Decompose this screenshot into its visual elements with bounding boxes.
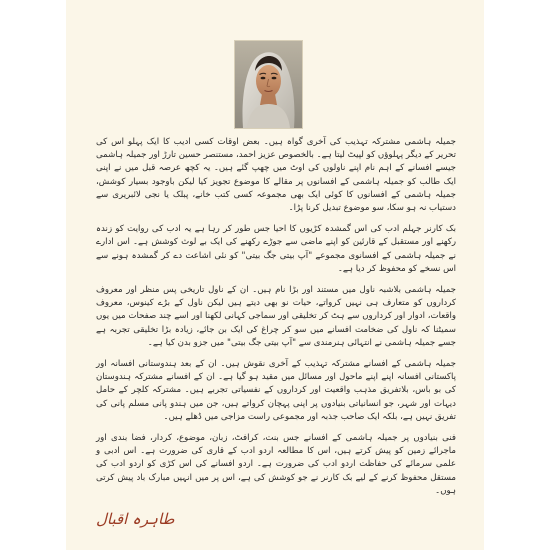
author-portrait (234, 40, 303, 129)
preface-text (96, 136, 456, 506)
paragraph-1: جمیلہ ہاشمی مشترکہ تہذیب کی آخری گواہ ہیں۔ بعض اوقات کسی ادیب کا ایک پہلو اس کی تحریر کے دیگر پہلوؤں کو لپیٹ لیتا ہے۔ بالخصوص عزیز احمد، مستنصر حسین تارڑ اور جمیلہ ہاشمی جیسے افسانے کے اہم نام اپنے ناولوں کی اوٹ میں چھپ گئے ہیں۔ یہ کچھ عرصہ قبل میں نے اپنی ایک طالب کو جمیلہ ہاشمی کے افسانوں پر مقالے کا موضوع تجویز کیا لیکن باوجود بسیار کوشش، جمیلہ ہاشمی کے افسانوں کا کوئی ایک بھی مجموعہ کسی کتب خانے، پبلک یا نجی لائبریری سے دستیاب نہ ہو سکا، سو موضوع تبدیل کرنا پڑا۔ (96, 137, 456, 214)
paragraph-2: بک کارنر جہلم ادب کی اس گمشدہ کڑیوں کا احیا جس طور کر رہا ہے یہ ادب کی روایت کو زندہ رکھنے اور مستقبل کے قارئین کو اپنے ماضی سے جوڑے رکھنے کی ایک بے لوث کوشش ہے۔ اس ادارے نے جمیلہ ہاشمی کے افسانوی مجموعے "آپ بیتی جگ بیتی" کو نئی اشاعت دے کر گمشدہ ہونے سے اس نسخے کو محفوظ کر دیا ہے۔ (96, 224, 456, 274)
paragraph-5: فنی بنیادوں پر جمیلہ ہاشمی کے افسانے جس بنت، کرافٹ، زبان، موضوع، کردار، فضا بندی اور ماجرائے زمین کو پیش کرتے ہیں، اس کا مطالعہ اردو ادب کے قاری کی ضرورت ہے۔ اس ادبی و علمی سرمائے کی حفاظت اردو ادب کی ضرورت ہے۔ اردو افسانے کی اس کڑی کو اردو ادب کی مستقل محفوظ کرنے کے لیے بک کارنر نے جو کوشش کی ہے، اس پر میں انہیں مبارک باد پیش کرتی ہوں۔ (96, 433, 456, 496)
paragraph-3: جمیلہ ہاشمی بلاشبہ ناول میں مستند اور بڑا نام ہیں۔ ان کے ناول تاریخی پس منظر اور معروف کرداروں کو متعارف ہی نہیں کرواتے، حیات نو بھی دیتے ہیں لیکن ناول کے بڑے کینوس، معروف واقعات، ادوار اور کرداروں سے ہٹ کر تخلیقی اور سماجی کہانی لکھنا اور اسے چند صفحات میں یوں سمیٹنا کہ ناول کی ضخامت افسانے میں سو کر چراغ کی ایک بن جائے، زیادہ بڑا تخلیقی تجربہ ہے جسے جمیلہ ہاشمی نے انتہائی ہنرمندی سے "آپ بیتی جگ بیتی" میں جزو بدن کیا ہے۔ (96, 285, 456, 348)
author-portrait-icon (235, 41, 302, 128)
author-signature: طاہرہ اقبال (96, 510, 175, 528)
paragraph-4: جمیلہ ہاشمی کے افسانے مشترکہ تہذیب کے آخری نقوش ہیں۔ ان کے بعد ہندوستانی افسانہ اور پاکستانی افسانہ اپنے اپنے ماحول اور مسائل میں مقید ہو گیا ہے۔ ان کے افسانے مشترکہ ہندوستان کی بو باس، بلاتفریق مذہب واقعیت اور کرداروں کے نفسیاتی تجربے ہیں۔ مشترکہ کلچر کے حامل دیہات اور شہر، جو انسانیاتی بنیادوں پر اپنی پہچان کرواتے ہیں، جن میں ہندو پانی مسلم پانی کی تفریق نہیں ہے، بلکہ ایک صاحب جذبہ اور مجموعی راست مزاجی میں ڈھلے ہیں۔ (96, 359, 456, 422)
book-page (66, 0, 484, 550)
